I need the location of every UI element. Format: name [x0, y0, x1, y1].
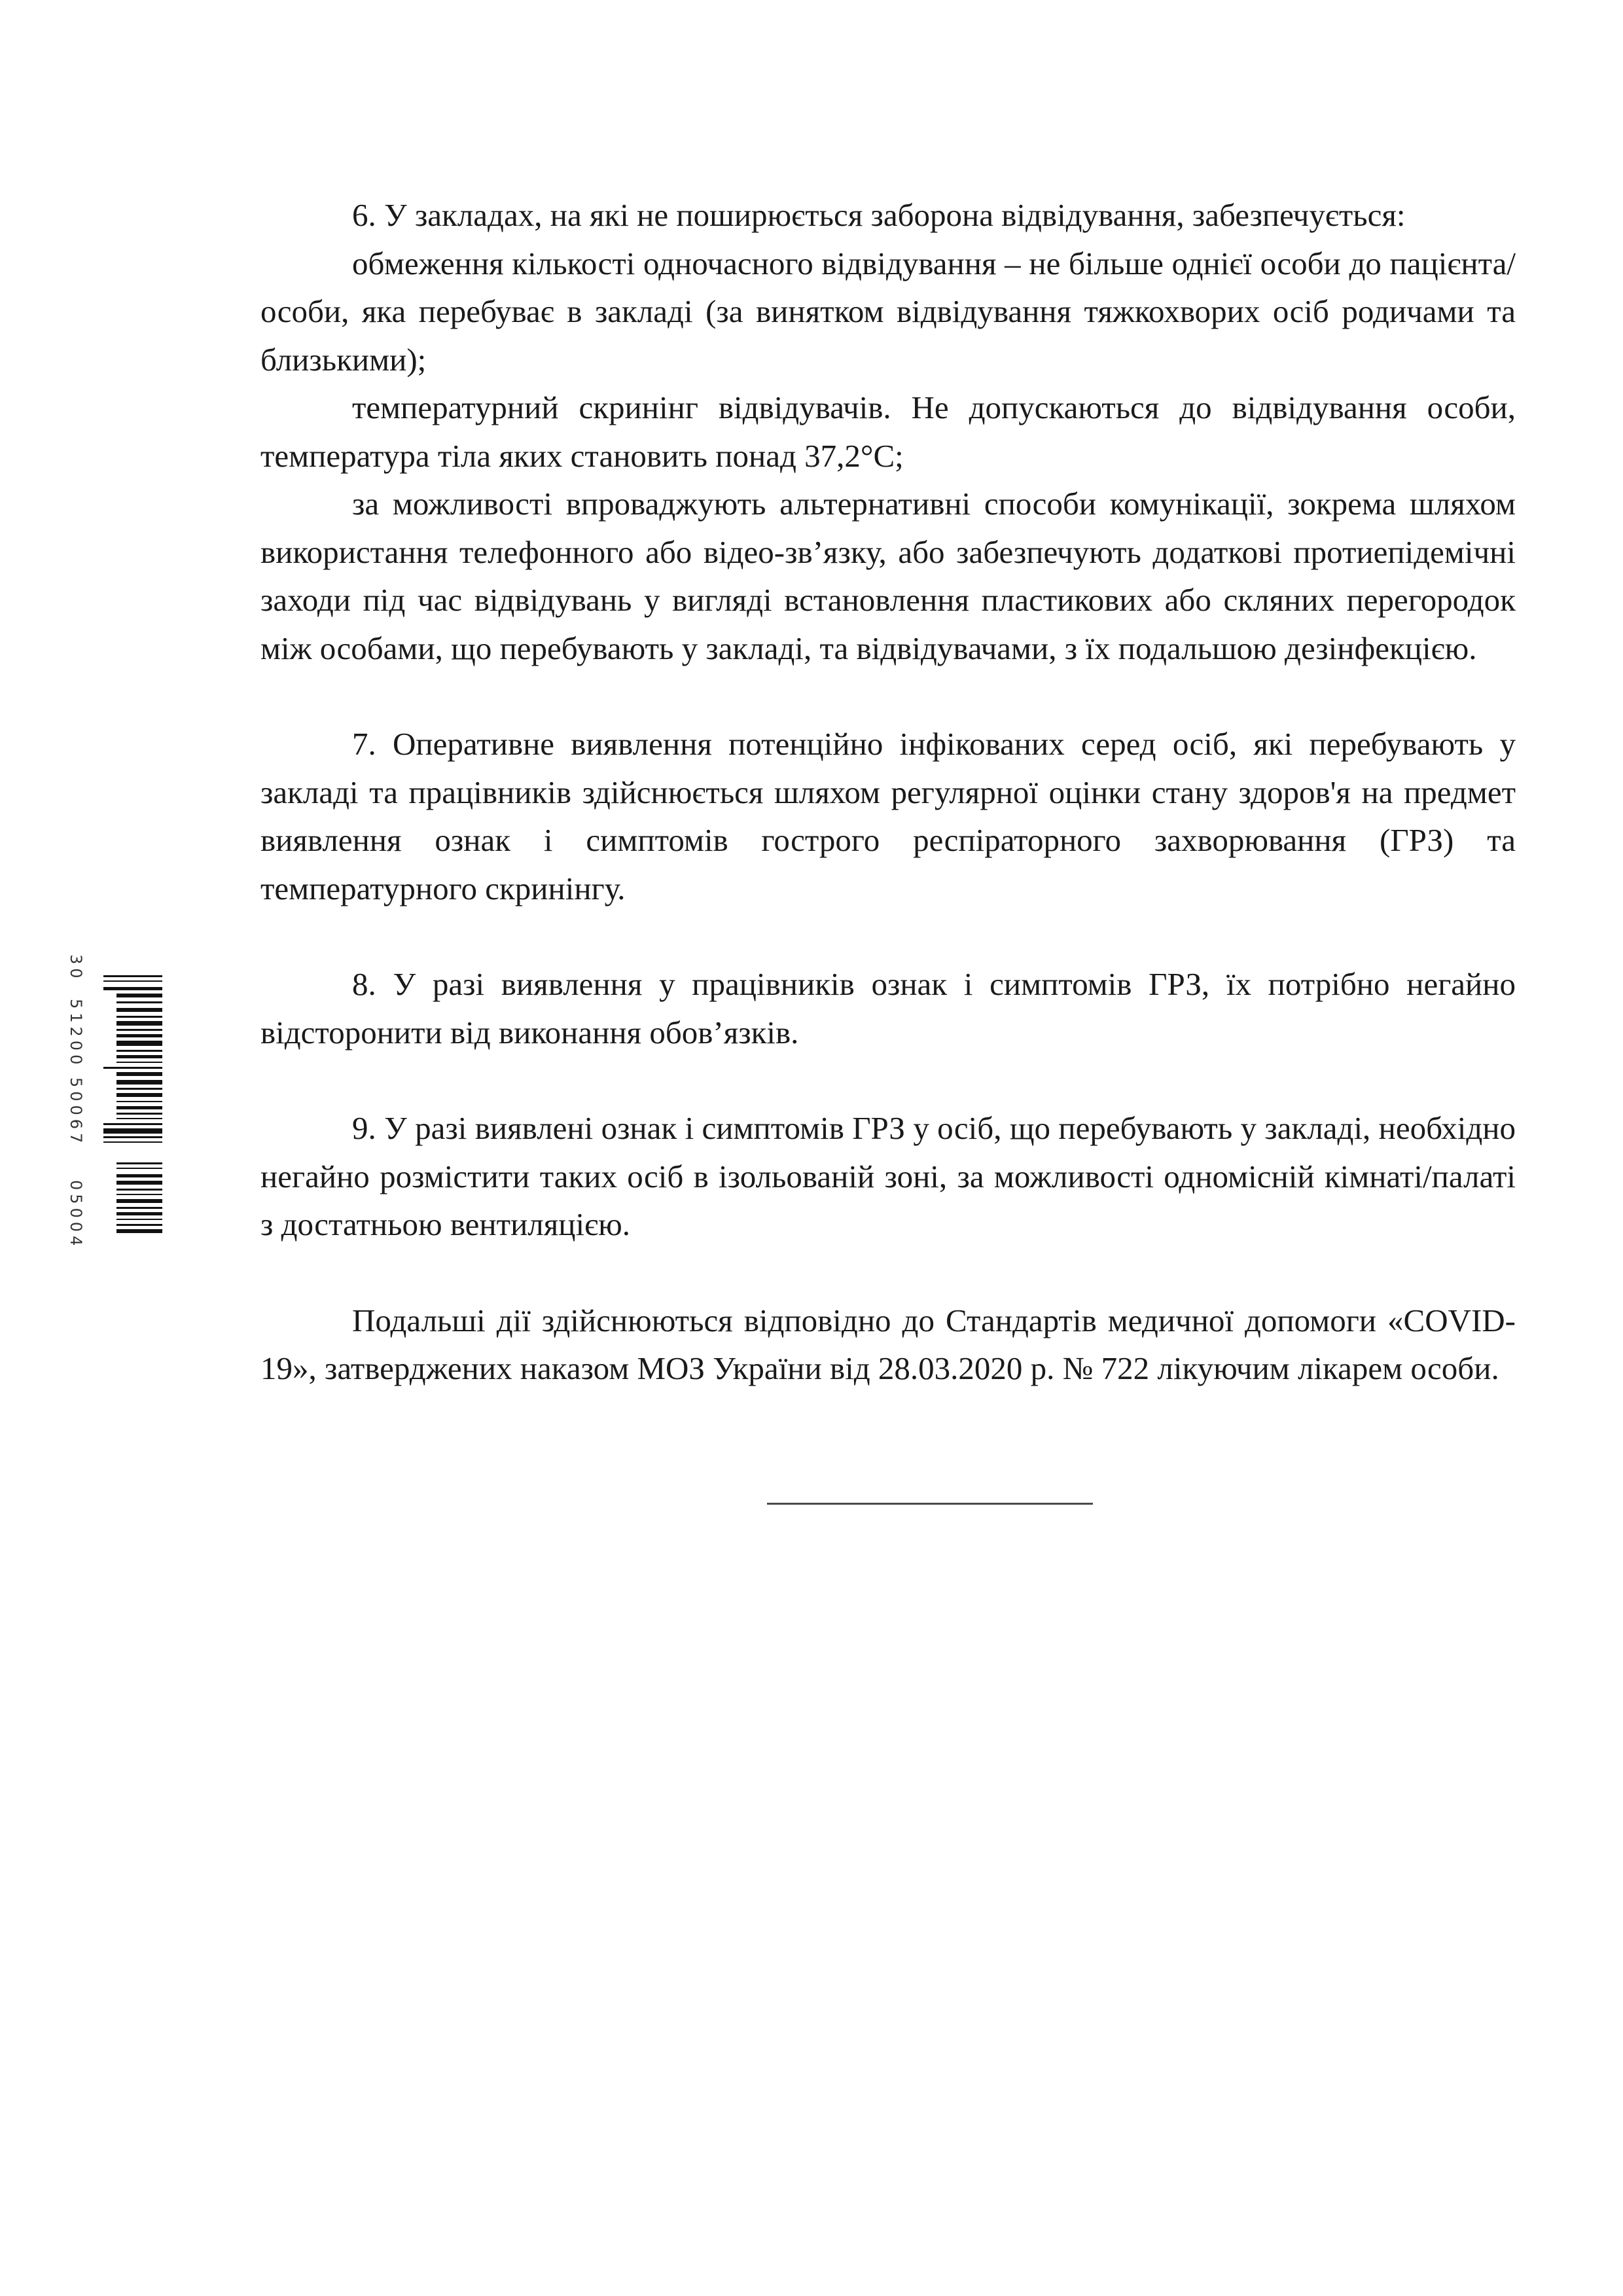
paragraph-8-staff-symptoms: 8. У разі виявлення у працівників ознак і симптомів ГРЗ, їх потрібно негайно відсторонити від виконання обов’язків.: [260, 966, 1516, 1050]
barcode-digits-bottom: 05004: [67, 1180, 85, 1250]
paragraph-7-detection: 7. Оперативне виявлення потенційно інфікованих серед осіб, які перебувають у закладі та працівників здійснюється шляхом регулярної оцінки стану здоров'я на предмет виявлення ознак і симптомів гострого респіраторного захворювання (ГРЗ) та температурного скринінгу.: [260, 726, 1516, 906]
end-separator-line: [767, 1503, 1093, 1505]
paragraph-6-alternative-communication: за можливості впроваджують альтернативні способи комунікації, зокрема шляхом використання телефонного або відео-зв’язку, або забезпечують додаткові протиепідемічні заходи під час відвідувань у вигляді встановлення пластикових або скляних перегородок між особами, що перебувають у закладі, та відвідувачами, з їх подальшою дезінфекцією.: [260, 486, 1516, 666]
barcode-digits-middle: 51200 50067: [67, 999, 85, 1147]
paragraph-final-standards: Подальші дії здійснюються відповідно до Стандартів медичної допомоги «COVID-19», затверджених наказом МОЗ України від 28.03.2020 р. № 722 лікуючим лікарем особи.: [260, 1302, 1516, 1386]
barcode-digits-top: 30: [67, 954, 85, 982]
paragraph-6-visit-limit: обмеження кількості одночасного відвідування – не більше однієї особи до пацієнта/особи, яка перебуває в закладі (за винятком відвідування тяжкохворих осіб родичами та близькими);: [260, 245, 1516, 378]
paragraph-6-temperature-screening: температурний скринінг відвідувачів. Не допускаються до відвідування особи, температура тіла яких становить понад 37,2°С;: [260, 389, 1516, 474]
document-body: [260, 191, 1516, 1393]
barcode-digits: [67, 954, 105, 1295]
paragraph-6-intro: 6. У закладах, на які не поширюється заборона відвідування, забезпечується:: [352, 197, 1406, 233]
paragraph-9-isolation: 9. У разі виявлені ознак і симптомів ГРЗ у осіб, що перебувають у закладі, необхідно негайно розмістити таких осіб в ізольованій зоні, за можливості одномісній кімнаті/палаті з достатньою вентиляцією.: [260, 1110, 1516, 1242]
